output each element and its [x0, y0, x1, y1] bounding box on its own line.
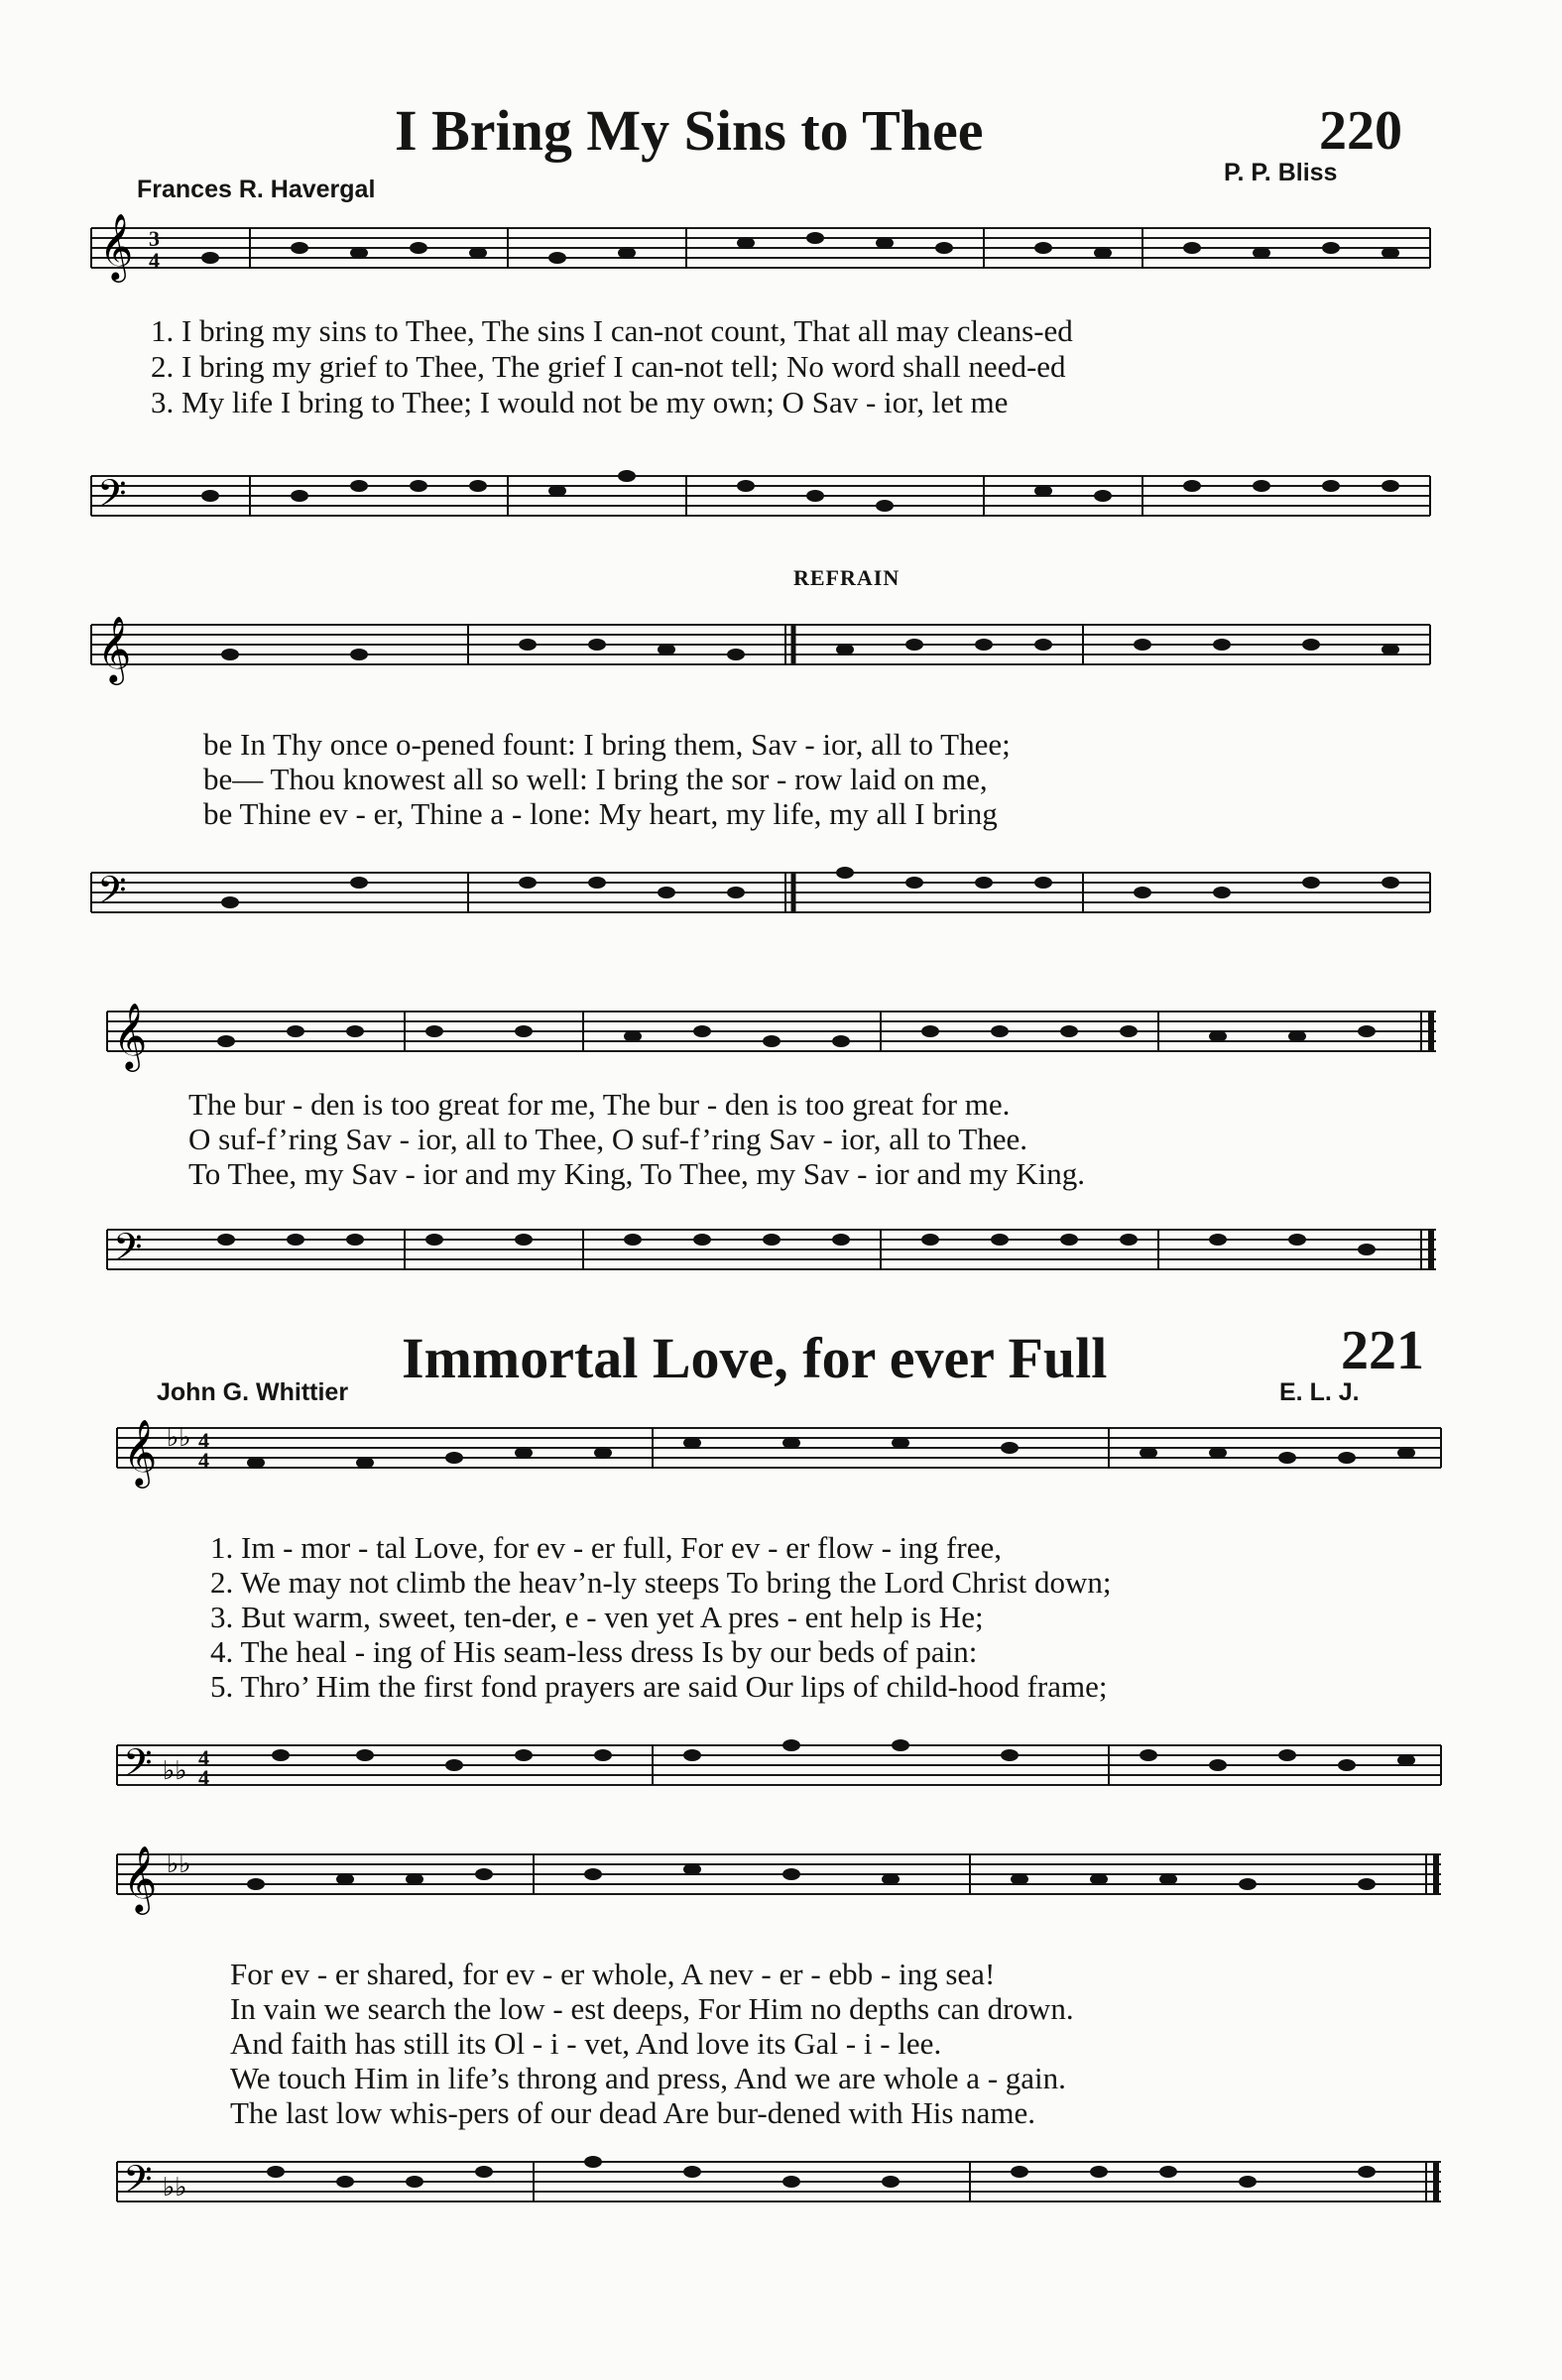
verse-220-s1-l1: 1. I bring my sins to Thee, The sins I can-not count, That all may cleans-ed [151, 313, 1073, 348]
staff-220-s3-bass [107, 1220, 1436, 1279]
svg-text:♭♭: ♭♭ [163, 1756, 187, 1786]
svg-text:𝄢: 𝄢 [113, 1225, 143, 1278]
verse-221-s2-l4: We touch Him in life’s throng and press, And we are whole a - gain. [230, 2061, 1066, 2095]
staff-221-s2-treble [117, 1844, 1441, 1912]
verse-220-s2-l3: be Thine ev - er, Thine a - lone: My heart, my life, my all I bring [203, 796, 998, 831]
time-sig-221-bass-top: 4 [198, 1745, 209, 1770]
verse-220-s1-l3: 3. My life I bring to Thee; I would not be my own; O Sav - ior, let me [151, 385, 1009, 419]
svg-text:𝄞: 𝄞 [113, 1002, 148, 1069]
refrain-label: REFRAIN [793, 565, 901, 590]
staff-221-s1-treble [117, 1418, 1441, 1486]
svg-text:♭♭: ♭♭ [163, 2173, 187, 2202]
verse-220-s3-l2: O suf-f’ring Sav - ior, all to Thee, O suf-f’ring Sav - ior, all to Thee. [188, 1122, 1028, 1156]
staff-220-s1-treble-clef-time [99, 212, 188, 280]
staff-220-s3-treble [107, 1002, 1436, 1069]
verse-221-s2-l3: And faith has still its Ol - i - vet, And love its Gal - i - lee. [230, 2026, 942, 2061]
hymn-221-number: 221 [1341, 1320, 1424, 1381]
time-sig-220-top: 3 [149, 226, 160, 251]
staff-220-s2-treble [91, 615, 1430, 682]
svg-text:𝄢: 𝄢 [123, 2157, 153, 2210]
verse-221-s2-l2: In vain we search the low - est deeps, For Him no depths can drown. [230, 1991, 1074, 2026]
staff-221-s1-bass [117, 1735, 1441, 1795]
verse-221-s1-l1: 1. Im - mor - tal Love, for ev - er full, For ev - er flow - ing free, [210, 1530, 1002, 1565]
hymn-221-title: Immortal Love, for ever Full [402, 1326, 1108, 1390]
verse-220-s3-l1: The bur - den is too great for me, The bur - den is too great for me. [188, 1087, 1011, 1122]
verse-220-s2-l1: be In Thy once o-pened fount: I bring them, Sav - ior, all to Thee; [203, 727, 1011, 762]
svg-text:𝄞: 𝄞 [123, 1418, 158, 1486]
hymn-220-composer: P. P. Bliss [1224, 159, 1338, 186]
verse-221-s1-l5: 5. Thro’ Him the first fond prayers are said Our lips of child-hood frame; [210, 1669, 1108, 1704]
hymn-221-author: John G. Whittier [157, 1378, 349, 1406]
verse-221-s1-l3: 3. But warm, sweet, ten-der, e - ven yet A pres - ent help is He; [210, 1600, 984, 1634]
svg-text:♭♭: ♭♭ [167, 1423, 191, 1453]
svg-text:𝄢: 𝄢 [123, 1740, 153, 1794]
time-sig-221-top: 4 [198, 1428, 209, 1453]
svg-text:𝄢: 𝄢 [97, 471, 127, 525]
svg-text:𝄞: 𝄞 [123, 1844, 158, 1912]
verse-221-s2-l1: For ev - er shared, for ev - er whole, A nev - er - ebb - ing sea! [230, 1957, 996, 1991]
verse-220-s1-l2: 2. I bring my grief to Thee, The grief I can-not tell; No word shall need-ed [151, 349, 1066, 384]
staff-220-s1-treble [91, 218, 1430, 278]
hymn-221-composer: E. L. J. [1279, 1378, 1360, 1406]
svg-text:𝄢: 𝄢 [97, 868, 127, 921]
verse-221-s1-l2: 2. We may not climb the heav’n-ly steeps To bring the Lord Christ down; [210, 1565, 1112, 1600]
verse-221-s1-l4: 4. The heal - ing of His seam-less dress Is by our beds of pain: [210, 1634, 978, 1669]
verse-220-s2-l2: be— Thou knowest all so well: I bring the sor - row laid on me, [203, 762, 988, 796]
hymn-220-author: Frances R. Havergal [137, 176, 376, 203]
time-sig-221-bass-bottom: 4 [198, 1765, 209, 1790]
verse-221-s2-l5: The last low whis-pers of our dead Are bur-dened with His name. [230, 2095, 1036, 2130]
staff-220-s2-bass [91, 863, 1430, 922]
staff-220-s1-bass [91, 466, 1430, 526]
hymn-220-title: I Bring My Sins to Thee [395, 98, 984, 163]
svg-text:𝄞: 𝄞 [99, 212, 134, 280]
verse-220-s3-l3: To Thee, my Sav - ior and my King, To Thee, my Sav - ior and my King. [188, 1156, 1086, 1191]
svg-text:𝄞: 𝄞 [97, 615, 132, 682]
staff-221-s2-bass [117, 2152, 1441, 2211]
svg-text:♭♭: ♭♭ [167, 1849, 191, 1879]
time-sig-221-bottom: 4 [198, 1448, 209, 1473]
time-sig-220-bottom: 4 [149, 248, 160, 273]
hymn-220-number: 220 [1319, 100, 1402, 162]
